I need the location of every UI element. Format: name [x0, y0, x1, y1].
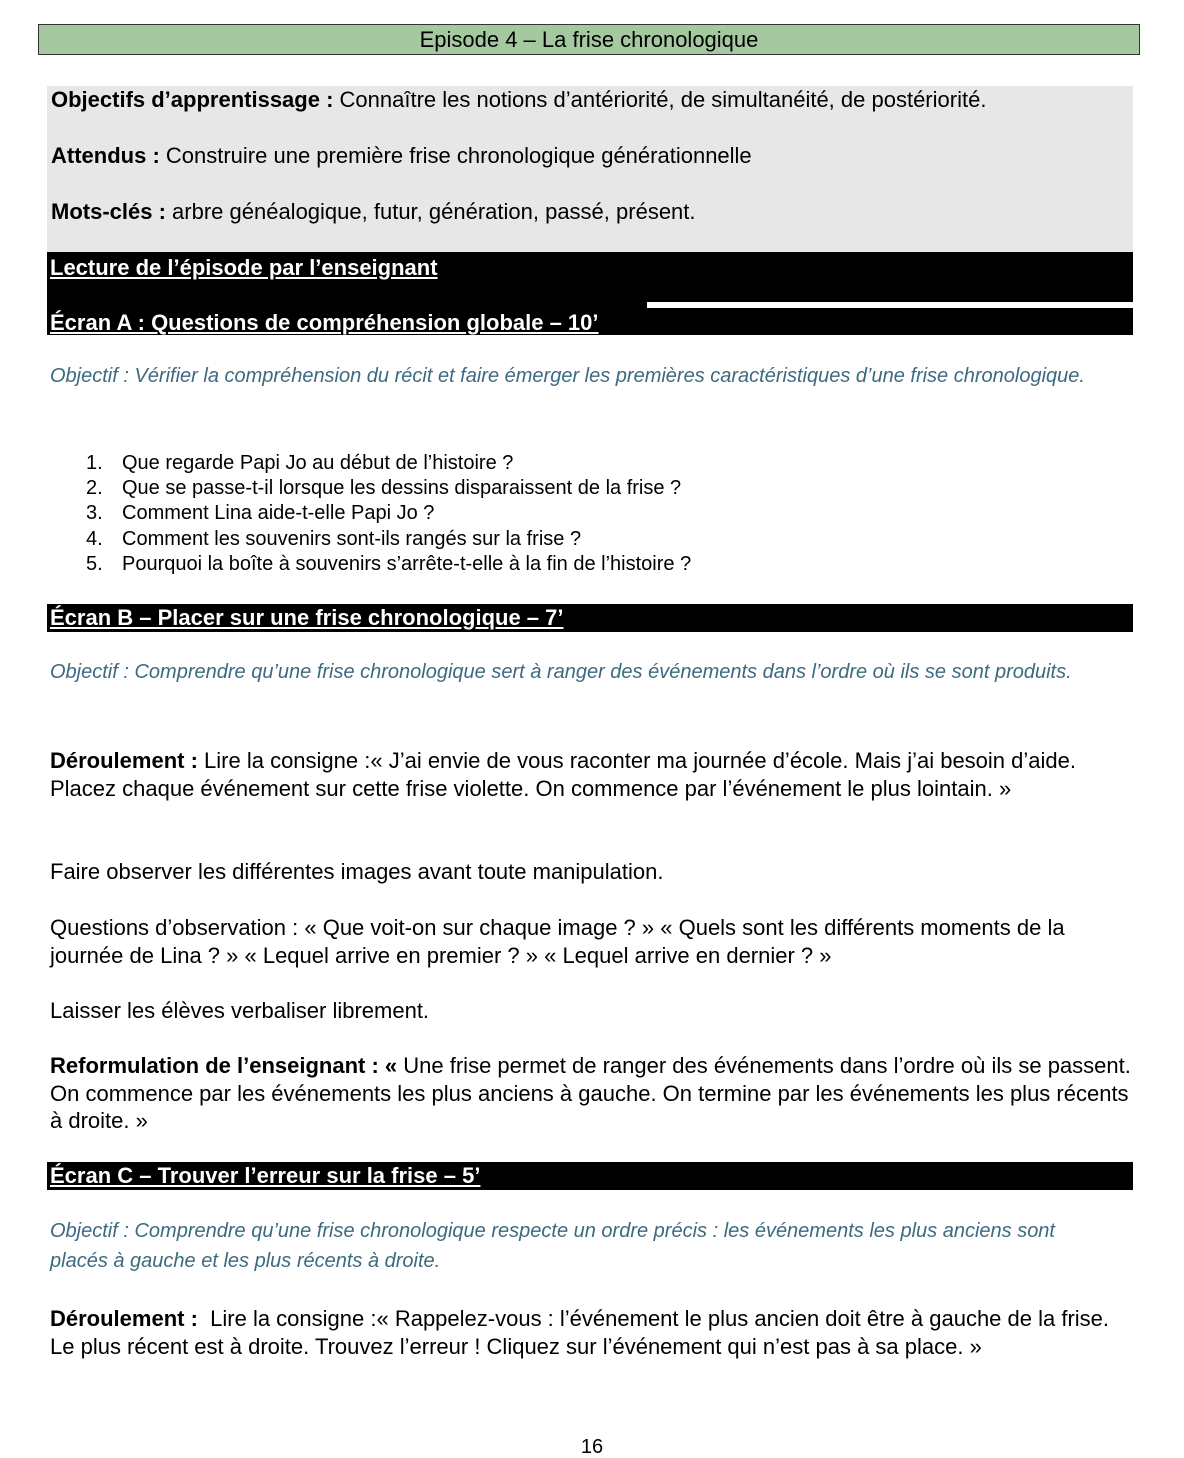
ecran-b-deroulement — [50, 747, 1135, 802]
question-text: Comment les souvenirs sont-ils rangés sur la frise ? — [122, 527, 582, 550]
bar-notch — [647, 302, 1133, 308]
deroulement-text: Lire la consigne :« J’ai envie de vous raconter ma journée d’école. Mais j’ai besoin d’aide. Placez chaque événement sur cette frise violette. On commence par l’événement le plus lointain. » — [50, 748, 1076, 801]
mots-cles-label: Mots-clés : — [51, 199, 166, 224]
ecran-a-objective: Objectif : Vérifier la compréhension du récit et faire émerger les premières caractéristiques d’une frise chronologique. — [50, 365, 1085, 387]
lecture-section-bar — [47, 252, 1133, 335]
ecran-b-section-bar — [47, 604, 1133, 632]
objectifs-text: Connaître les notions d’antériorité, de simultanéité, de postériorité. — [333, 87, 987, 112]
page-number: 16 — [580, 1436, 604, 1458]
deroulement-label: Déroulement : — [50, 1306, 198, 1331]
laisser-paragraph: Laisser les élèves verbaliser librement. — [50, 998, 430, 1023]
objectifs-label: Objectifs d’apprentissage : — [51, 87, 334, 112]
ecran-b-heading: Écran B – Placer sur une frise chronologique – 7’ — [50, 605, 564, 630]
list-item: 5. Pourquoi la boîte à souvenirs s’arrête-t-elle à la fin de l’histoire ? — [86, 552, 692, 575]
info-box — [47, 86, 1133, 252]
list-item: 1. Que regarde Papi Jo au début de l’histoire ? — [86, 452, 514, 474]
question-text: Que regarde Papi Jo au début de l’histoire ? — [122, 452, 514, 474]
ecran-b-objective: Objectif : Comprendre qu’une frise chronologique sert à ranger des événements dans l’ordre où ils se sont produits. — [50, 661, 1072, 683]
reformulation-paragraph — [50, 1052, 1135, 1135]
mots-cles-text: arbre généalogique, futur, génération, passé, présent. — [165, 199, 696, 224]
list-item: 2. Que se passe-t-il lorsque les dessins disparaissent de la frise ? — [86, 477, 682, 500]
question-text: Pourquoi la boîte à souvenirs s’arrête-t-elle à la fin de l’histoire ? — [122, 552, 692, 575]
deroulement-text: Lire la consigne :« Rappelez-vous : l’événement le plus ancien doit être à gauche de la frise. Le plus récent est à droite. Trouvez l’erreur ! Cliquez sur l’événement qui n’est pas à sa place. » — [50, 1306, 1116, 1359]
question-text: Comment Lina aide-t-elle Papi Jo ? — [122, 502, 435, 525]
list-item: 4. Comment les souvenirs sont-ils rangés sur la frise ? — [86, 527, 582, 550]
ecran-c-heading: Écran C – Trouver l’erreur sur la frise – 5’ — [50, 1163, 481, 1188]
lecture-heading: Lecture de l’épisode par l’enseignant — [50, 255, 438, 280]
mots-cles-line — [51, 198, 696, 226]
reformulation-label: Reformulation de l’enseignant : « — [50, 1053, 398, 1078]
list-item: 3. Comment Lina aide-t-elle Papi Jo ? — [86, 502, 435, 525]
observer-paragraph: Faire observer les différentes images avant toute manipulation. — [50, 859, 664, 884]
episode-title: Episode 4 – La frise chronologique — [38, 24, 1140, 55]
question-text: Que se passe-t-il lorsque les dessins disparaissent de la frise ? — [122, 477, 682, 500]
question-list — [86, 451, 691, 577]
ecran-c-objective: Objectif : Comprendre qu’une frise chronologique respecte un ordre précis : les événements les plus anciens sont placés à gauche et les plus récents à droite. — [50, 1220, 1055, 1272]
attendus-line — [51, 142, 752, 170]
reformulation-text: Une frise permet de ranger des événements dans l’ordre où ils se passent. On commence par les événements les plus anciens à gauche. On termine par les événements les plus récents à droite. » — [50, 1053, 1131, 1133]
deroulement-label: Déroulement : — [50, 748, 198, 773]
ecran-a-heading: Écran A : Questions de compréhension globale – 10’ — [50, 310, 599, 335]
attendus-label: Attendus : — [51, 143, 160, 168]
ecran-c-section-bar — [47, 1162, 1133, 1190]
ecran-c-deroulement — [50, 1305, 1135, 1360]
objectifs-line — [51, 86, 986, 114]
observation-questions: Questions d’observation : « Que voit-on sur chaque image ? » « Quels sont les différents moments de la journée de Lina ? » « Lequel arrive en premier ? » « Lequel arrive en dernier ? » — [50, 915, 1065, 968]
attendus-text: Construire une première frise chronologique générationnelle — [159, 143, 752, 168]
